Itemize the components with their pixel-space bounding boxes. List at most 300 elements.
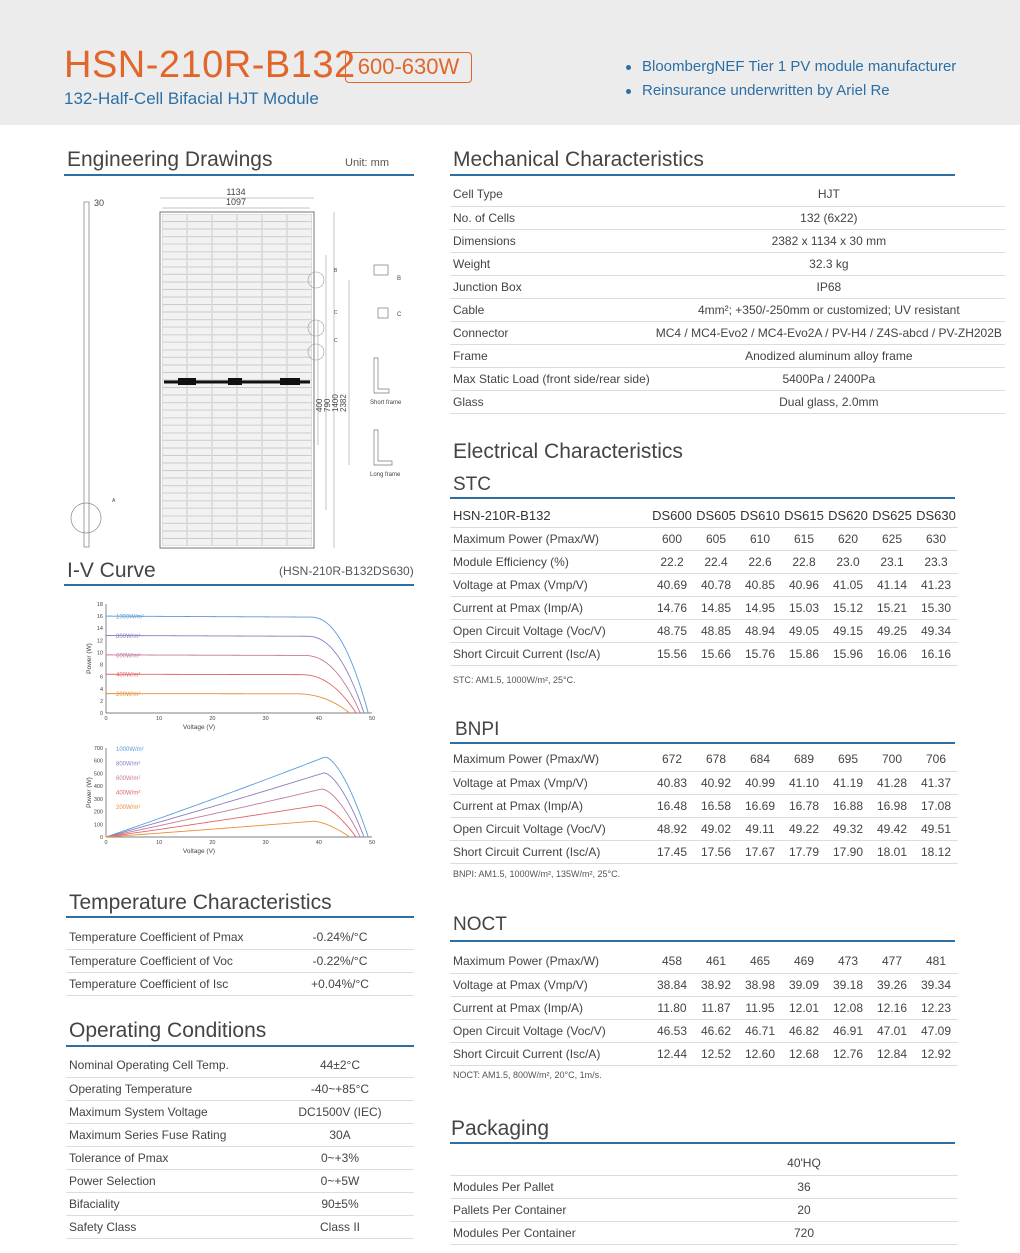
solar-cell xyxy=(237,478,261,485)
cell-value: 12.84 xyxy=(870,1042,914,1065)
y-tick-label: 16 xyxy=(96,614,103,621)
solar-cell xyxy=(287,237,311,244)
solar-cell xyxy=(287,539,311,546)
cell-value: 41.10 xyxy=(782,771,826,794)
table-row: Dimensions 2382 x 1134 x 30 mm xyxy=(450,229,1005,252)
solar-cell xyxy=(187,471,211,478)
solar-cell xyxy=(187,275,211,282)
solar-cell xyxy=(287,358,311,365)
cell-value: 465 xyxy=(738,950,782,973)
model-name: HSN-210R-B132 xyxy=(64,44,356,86)
cell-value: 15.21 xyxy=(870,596,914,619)
x-axis-label: Voltage (V) xyxy=(182,848,216,855)
solar-cell xyxy=(162,327,186,334)
solar-cell xyxy=(212,418,236,425)
solar-cell xyxy=(162,244,186,251)
cell-value: 15.56 xyxy=(650,642,694,665)
cell-value: 15.66 xyxy=(694,642,738,665)
solar-cell xyxy=(262,486,286,493)
cell-value: 600 xyxy=(650,527,694,550)
cell-value: 14.85 xyxy=(694,596,738,619)
cell-value: 41.14 xyxy=(870,573,914,596)
x-tick-label: 50 xyxy=(368,716,376,722)
iv-curve-title: I-V Curve xyxy=(67,559,156,582)
table-row: Frame Anodized aluminum alloy frame xyxy=(450,344,1005,367)
solar-cell xyxy=(237,343,261,350)
section-rule xyxy=(450,497,955,499)
solar-cell xyxy=(212,478,236,485)
solar-cell xyxy=(262,531,286,538)
table-row: Temperature Coefficient of Isc +0.04%/°C xyxy=(66,972,414,995)
solar-cell xyxy=(237,471,261,478)
solar-cell xyxy=(187,267,211,274)
solar-cell xyxy=(262,403,286,410)
row-label: Module Efficiency (%) xyxy=(450,550,650,573)
solar-cell xyxy=(237,426,261,433)
table-row xyxy=(450,1042,958,1065)
table-row xyxy=(450,794,958,817)
solar-cell xyxy=(162,524,186,531)
solar-cell xyxy=(187,229,211,236)
table-row: Maximum Series Fuse Rating 30A xyxy=(66,1123,414,1146)
y-tick-label: 300 xyxy=(93,796,103,803)
row-label: Short Circuit Current (Isc/A) xyxy=(450,840,650,863)
table-row: Glass Dual glass, 2.0mm xyxy=(450,390,1005,413)
solar-cell xyxy=(287,448,311,455)
solar-cell xyxy=(262,327,286,334)
svg-text:B: B xyxy=(334,268,338,274)
feature-bullet: Reinsurance underwritten by Ariel Re xyxy=(624,79,956,103)
cell-value: 14.76 xyxy=(650,596,694,619)
cell-value: 39.34 xyxy=(914,973,958,996)
solar-cell xyxy=(287,267,311,274)
cell-value: 41.05 xyxy=(826,573,870,596)
solar-cell xyxy=(287,365,311,372)
stc-title: STC xyxy=(453,474,491,495)
table-row: Power Selection 0~+5W xyxy=(66,1169,414,1192)
solar-cell xyxy=(237,365,261,372)
solar-cell xyxy=(187,320,211,327)
solar-cell xyxy=(187,343,211,350)
row-label: Maximum Power (Pmax/W) xyxy=(450,748,650,771)
solar-cell xyxy=(212,471,236,478)
svg-text:C: C xyxy=(334,310,338,316)
cell-value: 12.23 xyxy=(914,996,958,1019)
solar-cell xyxy=(262,410,286,417)
table-row: Modules Per Pallet 36 xyxy=(450,1175,958,1198)
solar-cell xyxy=(262,426,286,433)
y-tick-label: 400 xyxy=(93,784,103,791)
solar-cell xyxy=(212,509,236,516)
solar-cell xyxy=(187,448,211,455)
solar-cell xyxy=(262,433,286,440)
solar-cell xyxy=(212,260,236,267)
solar-cell xyxy=(237,493,261,500)
power-range-badge: 600-630W xyxy=(345,52,472,83)
y-tick-label: 6 xyxy=(99,674,103,681)
solar-cell xyxy=(262,343,286,350)
solar-cell xyxy=(187,516,211,523)
section-rule xyxy=(450,940,955,942)
table-row: Safety Class Class II xyxy=(66,1215,414,1238)
cell-value: 46.91 xyxy=(826,1019,870,1042)
solar-cell xyxy=(187,493,211,500)
solar-cell xyxy=(212,305,236,312)
solar-cell xyxy=(212,282,236,289)
solar-cell xyxy=(187,244,211,251)
solar-cell xyxy=(287,433,311,440)
table-header-row: HSN-210R-B132 DS600 DS605 DS610 DS615 DS620 DS625 DS630 xyxy=(450,504,958,527)
y-tick-label: 700 xyxy=(93,746,103,752)
x-tick-label: 0 xyxy=(104,840,108,846)
cell-value: 473 xyxy=(826,950,870,973)
cell-value: 40.99 xyxy=(738,771,782,794)
section-rule xyxy=(64,584,414,586)
width-label: 1134 xyxy=(226,187,246,197)
solar-cell xyxy=(212,493,236,500)
cell-value: 15.30 xyxy=(914,596,958,619)
solar-cell xyxy=(162,433,186,440)
y-tick-label: 12 xyxy=(96,638,103,645)
cell-value: 39.09 xyxy=(782,973,826,996)
y-tick-label: 200 xyxy=(93,809,103,816)
row-label: Current at Pmax (Imp/A) xyxy=(450,996,650,1019)
solar-cell xyxy=(262,222,286,229)
cell-value: 672 xyxy=(650,748,694,771)
solar-cell xyxy=(162,426,186,433)
mechanical-table xyxy=(450,183,1005,414)
solar-cell xyxy=(212,343,236,350)
solar-cell xyxy=(262,237,286,244)
noct-table xyxy=(450,950,958,1066)
solar-cell xyxy=(187,214,211,221)
solar-cell xyxy=(162,343,186,350)
solar-cell xyxy=(287,312,311,319)
solar-cell xyxy=(287,471,311,478)
x-tick-label: 30 xyxy=(262,716,269,722)
solar-cell xyxy=(287,320,311,327)
x-tick-label: 10 xyxy=(156,840,163,846)
solar-cell xyxy=(262,365,286,372)
cell-value: 49.42 xyxy=(870,817,914,840)
cell-value: 23.1 xyxy=(870,550,914,573)
table-row: No. of Cells 132 (6x22) xyxy=(450,206,1005,229)
solar-cell xyxy=(187,350,211,357)
solar-cell xyxy=(237,312,261,319)
solar-cell xyxy=(287,501,311,508)
solar-cell xyxy=(162,214,186,221)
row-label: Current at Pmax (Imp/A) xyxy=(450,794,650,817)
cell-value: 48.94 xyxy=(738,619,782,642)
solar-cell xyxy=(237,539,261,546)
table-row xyxy=(450,527,958,550)
solar-cell xyxy=(287,335,311,342)
y-axis-label: Power (W) xyxy=(86,777,93,808)
cell-value: 12.76 xyxy=(826,1042,870,1065)
cell-value: 49.51 xyxy=(914,817,958,840)
solar-cell xyxy=(287,305,311,312)
svg-text:400: 400 xyxy=(315,398,324,412)
solar-cell xyxy=(237,524,261,531)
solar-cell xyxy=(287,441,311,448)
solar-cell xyxy=(237,305,261,312)
solar-cell xyxy=(162,275,186,282)
solar-cell xyxy=(262,229,286,236)
solar-cell xyxy=(212,237,236,244)
solar-cell xyxy=(287,222,311,229)
solar-cell xyxy=(262,350,286,357)
solar-cell xyxy=(262,388,286,395)
cell-value: 38.98 xyxy=(738,973,782,996)
iv-model-label: (HSN-210R-B132DS630) xyxy=(279,564,414,578)
svg-text:C: C xyxy=(334,338,338,344)
header-band xyxy=(0,0,1020,125)
solar-cell xyxy=(287,410,311,417)
svg-text:1400: 1400 xyxy=(331,394,340,412)
solar-cell xyxy=(212,516,236,523)
solar-cell xyxy=(262,282,286,289)
cell-value: 23.3 xyxy=(914,550,958,573)
cell-value: 16.98 xyxy=(870,794,914,817)
solar-cell xyxy=(187,327,211,334)
solar-cell xyxy=(237,282,261,289)
table-row xyxy=(450,596,958,619)
cell-value: 41.37 xyxy=(914,771,958,794)
x-tick-label: 30 xyxy=(262,840,269,846)
solar-cell xyxy=(162,252,186,259)
table-row: Maximum System Voltage DC1500V (IEC) xyxy=(66,1100,414,1123)
solar-cell xyxy=(287,426,311,433)
cell-value: 15.96 xyxy=(826,642,870,665)
cell-value: 477 xyxy=(870,950,914,973)
solar-cell xyxy=(262,358,286,365)
unit-label: Unit: mm xyxy=(345,157,389,169)
solar-cell xyxy=(187,395,211,402)
solar-cell xyxy=(212,403,236,410)
solar-cell xyxy=(212,433,236,440)
solar-cell xyxy=(287,403,311,410)
cell-value: 689 xyxy=(782,748,826,771)
table-row: Pallets Per Container 20 xyxy=(450,1198,958,1221)
solar-cell xyxy=(187,418,211,425)
cell-value: 11.87 xyxy=(694,996,738,1019)
cell-value: 461 xyxy=(694,950,738,973)
solar-cell xyxy=(162,365,186,372)
solar-cell xyxy=(237,290,261,297)
cell-value: 678 xyxy=(694,748,738,771)
packaging-table xyxy=(450,1152,958,1245)
solar-cell xyxy=(262,305,286,312)
solar-cell xyxy=(237,222,261,229)
solar-cell xyxy=(287,290,311,297)
solar-cell xyxy=(237,335,261,342)
y-tick-label: 600 xyxy=(93,758,103,765)
solar-cell xyxy=(187,539,211,546)
solar-cell xyxy=(287,486,311,493)
table-row xyxy=(450,573,958,596)
svg-text:B: B xyxy=(397,276,402,282)
table-row: Temperature Coefficient of Voc -0.22%/°C xyxy=(66,949,414,972)
cell-value: 17.08 xyxy=(914,794,958,817)
solar-cell xyxy=(187,335,211,342)
section-rule xyxy=(450,742,955,744)
svg-text:2382: 2382 xyxy=(339,394,348,412)
electrical-title: Electrical Characteristics xyxy=(453,440,683,463)
solar-cell xyxy=(187,388,211,395)
solar-cell xyxy=(187,463,211,470)
cell-value: 11.80 xyxy=(650,996,694,1019)
solar-cell xyxy=(212,539,236,546)
solar-cell xyxy=(262,335,286,342)
side-profile xyxy=(84,202,89,547)
section-rule xyxy=(450,1142,955,1144)
long-frame-label: Long frame xyxy=(370,472,401,478)
stc-note: STC: AM1.5, 1000W/m², 25°C. xyxy=(453,675,576,685)
solar-cell xyxy=(262,252,286,259)
solar-cell xyxy=(212,214,236,221)
pv-chart-power xyxy=(80,742,380,857)
cell-value: 12.68 xyxy=(782,1042,826,1065)
cell-value: 620 xyxy=(826,527,870,550)
solar-cell xyxy=(162,320,186,327)
solar-cell xyxy=(287,260,311,267)
cell-value: 40.78 xyxy=(694,573,738,596)
solar-cell xyxy=(212,395,236,402)
cell-value: 625 xyxy=(870,527,914,550)
y-tick-label: 14 xyxy=(96,626,103,633)
cell-value: 15.76 xyxy=(738,642,782,665)
svg-text:790: 790 xyxy=(323,398,332,412)
solar-cell xyxy=(187,305,211,312)
solar-cell xyxy=(287,463,311,470)
solar-cell xyxy=(212,267,236,274)
solar-cell xyxy=(212,388,236,395)
mechanical-title: Mechanical Characteristics xyxy=(453,148,704,171)
section-rule xyxy=(450,174,955,176)
solar-cell xyxy=(262,275,286,282)
solar-cell xyxy=(262,456,286,463)
cell-value: 49.02 xyxy=(694,817,738,840)
solar-cell xyxy=(187,297,211,304)
cell-value: 46.62 xyxy=(694,1019,738,1042)
solar-cell xyxy=(237,350,261,357)
cell-value: 17.67 xyxy=(738,840,782,863)
cell-value: 14.95 xyxy=(738,596,782,619)
solar-cell xyxy=(212,441,236,448)
solar-cell xyxy=(187,433,211,440)
cell-value: 40.96 xyxy=(782,573,826,596)
solar-cell xyxy=(237,509,261,516)
table-row xyxy=(450,642,958,665)
solar-cell xyxy=(212,524,236,531)
cell-value: 49.34 xyxy=(914,619,958,642)
row-label: Open Circuit Voltage (Voc/V) xyxy=(450,619,650,642)
solar-cell xyxy=(162,237,186,244)
table-row: Max Static Load (front side/rear side) 5400Pa / 2400Pa xyxy=(450,367,1005,390)
solar-cell xyxy=(187,441,211,448)
feature-bullets xyxy=(624,55,956,103)
table-row xyxy=(450,771,958,794)
solar-cell xyxy=(162,267,186,274)
bnpi-title: BNPI xyxy=(455,719,500,740)
solar-cell xyxy=(237,463,261,470)
cell-value: 49.22 xyxy=(782,817,826,840)
solar-cell xyxy=(237,403,261,410)
solar-cell xyxy=(237,358,261,365)
solar-cell xyxy=(212,501,236,508)
cell-value: 40.92 xyxy=(694,771,738,794)
solar-cell xyxy=(262,471,286,478)
solar-cell xyxy=(187,252,211,259)
x-tick-label: 40 xyxy=(315,716,322,722)
solar-cell xyxy=(262,463,286,470)
solar-cell xyxy=(187,358,211,365)
solar-cell xyxy=(237,267,261,274)
solar-cell xyxy=(187,501,211,508)
solar-cell xyxy=(187,524,211,531)
row-label: Open Circuit Voltage (Voc/V) xyxy=(450,1019,650,1042)
solar-cell xyxy=(212,350,236,357)
solar-cell xyxy=(237,456,261,463)
inner-width-label: 1097 xyxy=(225,197,247,207)
solar-cell xyxy=(287,252,311,259)
cell-value: 605 xyxy=(694,527,738,550)
cell-value: 12.16 xyxy=(870,996,914,1019)
cell-value: 481 xyxy=(914,950,958,973)
solar-cell xyxy=(287,282,311,289)
solar-cell xyxy=(287,478,311,485)
row-label: Voltage at Pmax (Vmp/V) xyxy=(450,573,650,596)
solar-cell xyxy=(187,282,211,289)
solar-cell xyxy=(162,297,186,304)
solar-cell xyxy=(212,456,236,463)
solar-cell xyxy=(162,222,186,229)
cell-value: 16.06 xyxy=(870,642,914,665)
solar-cell xyxy=(212,244,236,251)
engineering-title: Engineering Drawings xyxy=(67,148,273,171)
table-row: Operating Temperature -40~+85°C xyxy=(66,1077,414,1100)
cell-value: 18.01 xyxy=(870,840,914,863)
legend-label: 600W/m² xyxy=(116,776,141,782)
solar-cell xyxy=(162,478,186,485)
solar-cell xyxy=(262,493,286,500)
solar-cell xyxy=(287,388,311,395)
legend-label: 200W/m² xyxy=(116,805,141,811)
cell-value: 49.15 xyxy=(826,619,870,642)
row-label: Short Circuit Current (Isc/A) xyxy=(450,642,650,665)
legend-label: 200W/m² xyxy=(116,692,141,699)
solar-cell xyxy=(237,388,261,395)
table-row: Weight 32.3 kg xyxy=(450,252,1005,275)
cell-value: 23.0 xyxy=(826,550,870,573)
table-row xyxy=(450,550,958,573)
table-row: Tolerance of Pmax 0~+3% xyxy=(66,1146,414,1169)
cell-value: 46.71 xyxy=(738,1019,782,1042)
cell-value: 46.53 xyxy=(650,1019,694,1042)
solar-cell xyxy=(262,312,286,319)
cell-value: 17.45 xyxy=(650,840,694,863)
solar-cell xyxy=(162,260,186,267)
solar-cell xyxy=(187,365,211,372)
legend-label: 1000W/m² xyxy=(116,747,144,753)
solar-cell xyxy=(237,214,261,221)
legend-label: 600W/m² xyxy=(116,653,141,660)
cell-value: 49.25 xyxy=(870,619,914,642)
solar-cell xyxy=(262,516,286,523)
cell-value: 615 xyxy=(782,527,826,550)
cell-value: 48.85 xyxy=(694,619,738,642)
solar-cell xyxy=(237,395,261,402)
